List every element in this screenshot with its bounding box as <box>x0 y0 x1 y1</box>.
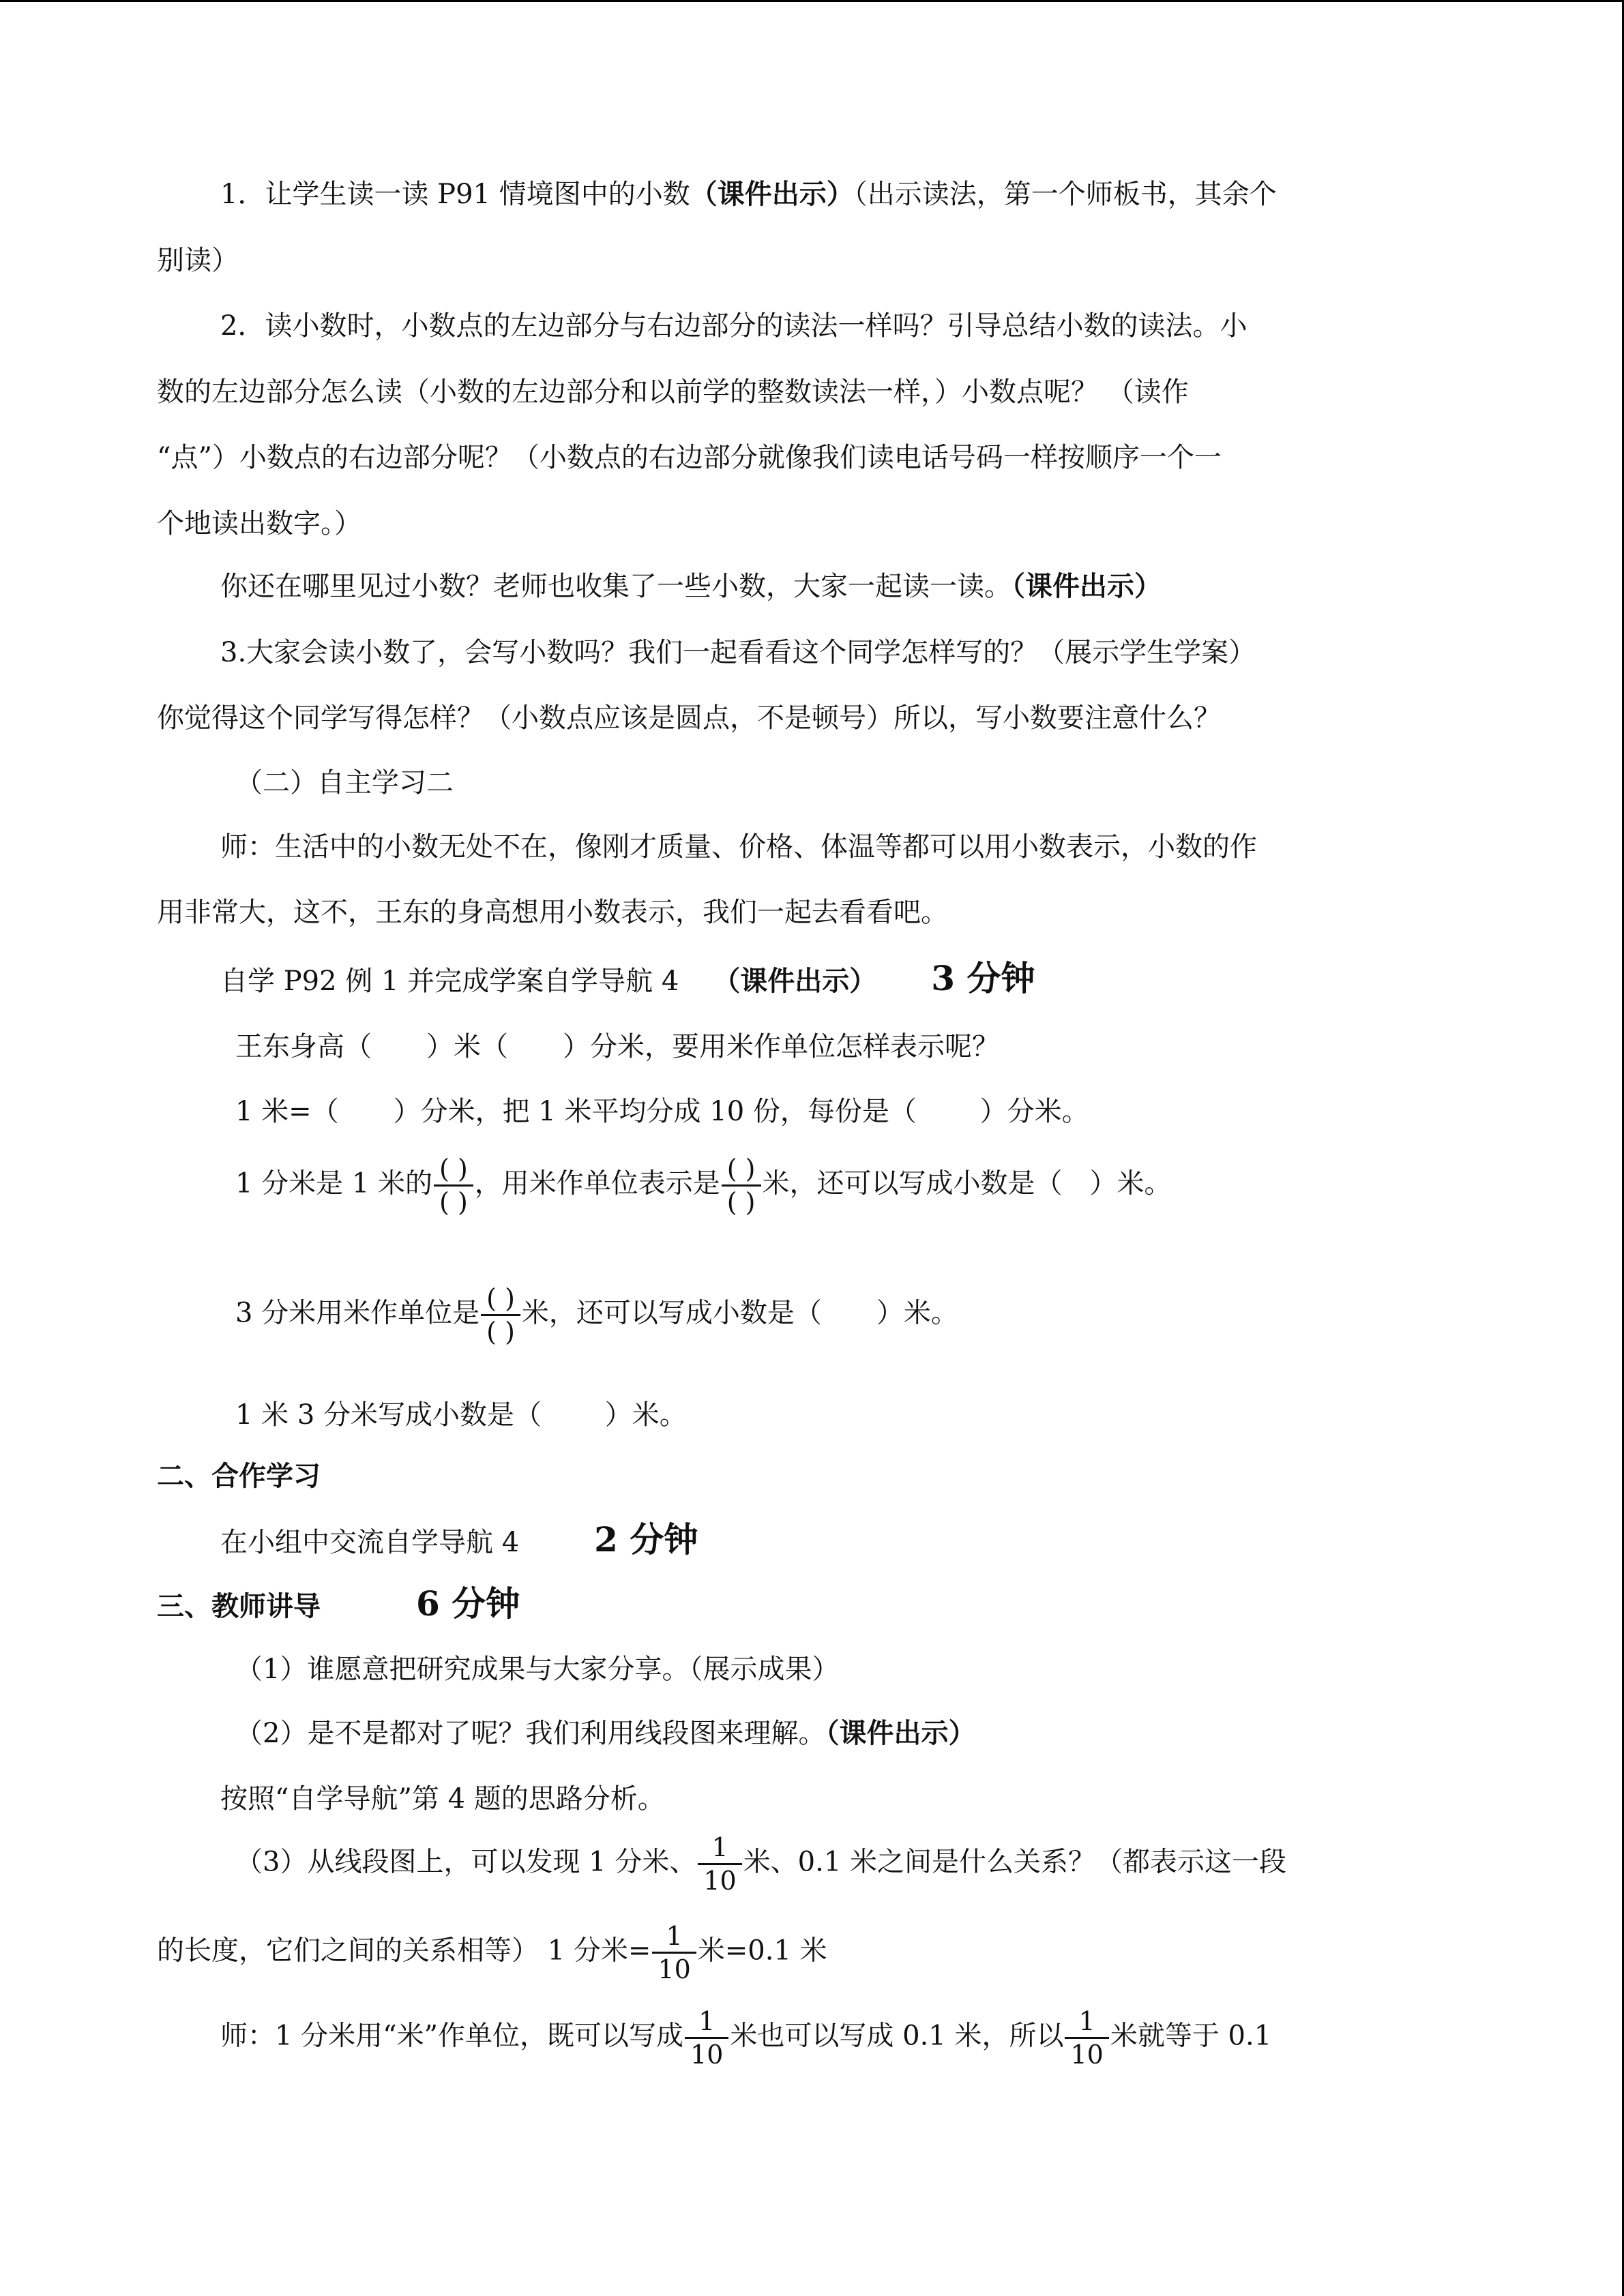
denominator: ( ) <box>722 1184 761 1215</box>
text: 米，还可以写成小数是（ ）米。 <box>521 1297 958 1329</box>
line-14: 王东身高（ ）米（ ）分米，要用米作单位怎样表示呢？ <box>235 1031 999 1062</box>
numerator: 1 <box>1078 2006 1095 2036</box>
heading-text: 三、教师讲导 <box>157 1590 321 1622</box>
line-5: “点”）小数点的右边部分呢？（小数点的右边部分就像我们读电话号码一样按顺序一个一 <box>157 442 1222 473</box>
text: （3）从线段图上，可以发现 1 分米、 <box>235 1846 697 1878</box>
line-6: 个地读出数字。） <box>157 508 361 539</box>
line-4: 数的左边部分怎么读（小数的左边部分和以前学的整数读法一样，）小数点呢？ （读作 <box>157 376 1189 408</box>
numerator: 1 <box>666 1921 683 1951</box>
line-3: 2．读小数时，小数点的左边部分与右边部分的读法一样吗？引导总结小数的读法。小 <box>220 310 1247 342</box>
text: 1 分米是 1 米的 <box>235 1167 433 1199</box>
line-15: 1 米=（ ）分米，把 1 米平均分成 10 份，每份是（ ）分米。 <box>235 1096 1089 1127</box>
blank-fraction <box>481 1285 520 1345</box>
line-24 <box>157 1923 827 1982</box>
text: （2）是不是都对了呢？我们利用线段图来理解。 <box>235 1718 826 1749</box>
section-heading-teacher <box>157 1583 520 1624</box>
courseware-note: （课件出示） <box>1012 570 1162 602</box>
text: 米=0.1 米 <box>697 1935 827 1967</box>
numerator: 1 <box>698 2006 715 2036</box>
text: 3 分米用米作单位是 <box>235 1297 480 1329</box>
denominator: 10 <box>685 2037 728 2068</box>
line-25 <box>220 2008 1271 2068</box>
text: 米，还可以写成小数是（ ）米。 <box>762 1167 1172 1199</box>
line-7 <box>220 570 1162 602</box>
numerator: ( ) <box>726 1154 756 1184</box>
numerator: 1 <box>711 1832 728 1862</box>
text: 米就等于 0.1 <box>1110 2020 1272 2052</box>
page-top-border <box>0 0 1624 2</box>
line-12: 用非常大，这不，王东的身高想用小数表示，我们一起去看看吧。 <box>157 897 948 928</box>
line-8: 3.大家会读小数了，会写小数吗？我们一起看看这个同学怎样写的？（展示学生学案） <box>220 637 1256 668</box>
denominator: ( ) <box>434 1184 473 1215</box>
fraction-one-tenth <box>698 1834 741 1894</box>
blank-fraction <box>434 1156 473 1215</box>
blank-fraction <box>722 1156 761 1215</box>
line-18: 1 米 3 分米写成小数是（ ）米。 <box>235 1399 687 1431</box>
line-17 <box>235 1285 958 1345</box>
line-22: 按照“自学导航”第 4 题的思路分析。 <box>220 1783 665 1815</box>
numerator: ( ) <box>439 1154 468 1184</box>
time-badge: 3 分钟 <box>931 958 1035 998</box>
time-badge: 2 分钟 <box>594 1519 698 1560</box>
text: 米也可以写成 0.1 米，所以 <box>730 2020 1064 2052</box>
text: 米、0.1 米之间是什么关系？（都表示这一段 <box>743 1846 1287 1878</box>
fraction-one-tenth <box>685 2008 728 2068</box>
text: 在小组中交流自学导航 4 <box>220 1527 520 1558</box>
courseware-note: （课件出示） <box>825 1717 976 1749</box>
line-13 <box>220 958 1035 998</box>
denominator: ( ) <box>481 1314 520 1345</box>
numerator: ( ) <box>486 1283 515 1313</box>
courseware-note: （课件出示） <box>690 178 854 210</box>
text: 你还在哪里见过小数？老师也收集了一些小数，大家一起读一读。 <box>220 571 1012 602</box>
denominator: 10 <box>652 1952 696 1982</box>
text: 的长度，它们之间的关系相等） 1 分米= <box>157 1935 651 1967</box>
text: （出示读法，第一个师板书，其余个 <box>853 179 1277 210</box>
line-23 <box>235 1834 1286 1894</box>
denominator: 10 <box>1065 2037 1108 2068</box>
line-19 <box>220 1519 698 1560</box>
line-21 <box>235 1717 976 1749</box>
fraction-one-tenth <box>652 1923 696 1982</box>
text: 自学 P92 例 1 并完成学案自学导航 4 <box>220 966 707 997</box>
line-20: （1）谁愿意把研究成果与大家分享。（展示成果） <box>235 1654 840 1685</box>
line-11: 师：生活中的小数无处不在，像刚才质量、价格、体温等都可以用小数表示，小数的作 <box>220 831 1257 863</box>
line-2: 别读） <box>157 245 239 276</box>
text: ，用米作单位表示是 <box>474 1167 720 1199</box>
text: 1．让学生读一读 P91 情境图中的小数 <box>220 179 690 210</box>
text: 师：1 分米用“米”作单位，既可以写成 <box>220 2020 684 2052</box>
denominator: 10 <box>698 1863 741 1894</box>
time-badge: 6 分钟 <box>416 1583 520 1624</box>
line-9: 你觉得这个同学写得怎样？（小数点应该是圆点，不是顿号）所以，写小数要注意什么？ <box>157 702 1221 734</box>
courseware-note: （课件出示） <box>726 965 877 997</box>
fraction-one-tenth <box>1065 2008 1108 2068</box>
subsection-heading: （二）自主学习二 <box>235 767 454 799</box>
line-16 <box>235 1156 1172 1215</box>
line-1 <box>220 178 1277 210</box>
section-heading-cooperative: 二、合作学习 <box>157 1460 321 1492</box>
